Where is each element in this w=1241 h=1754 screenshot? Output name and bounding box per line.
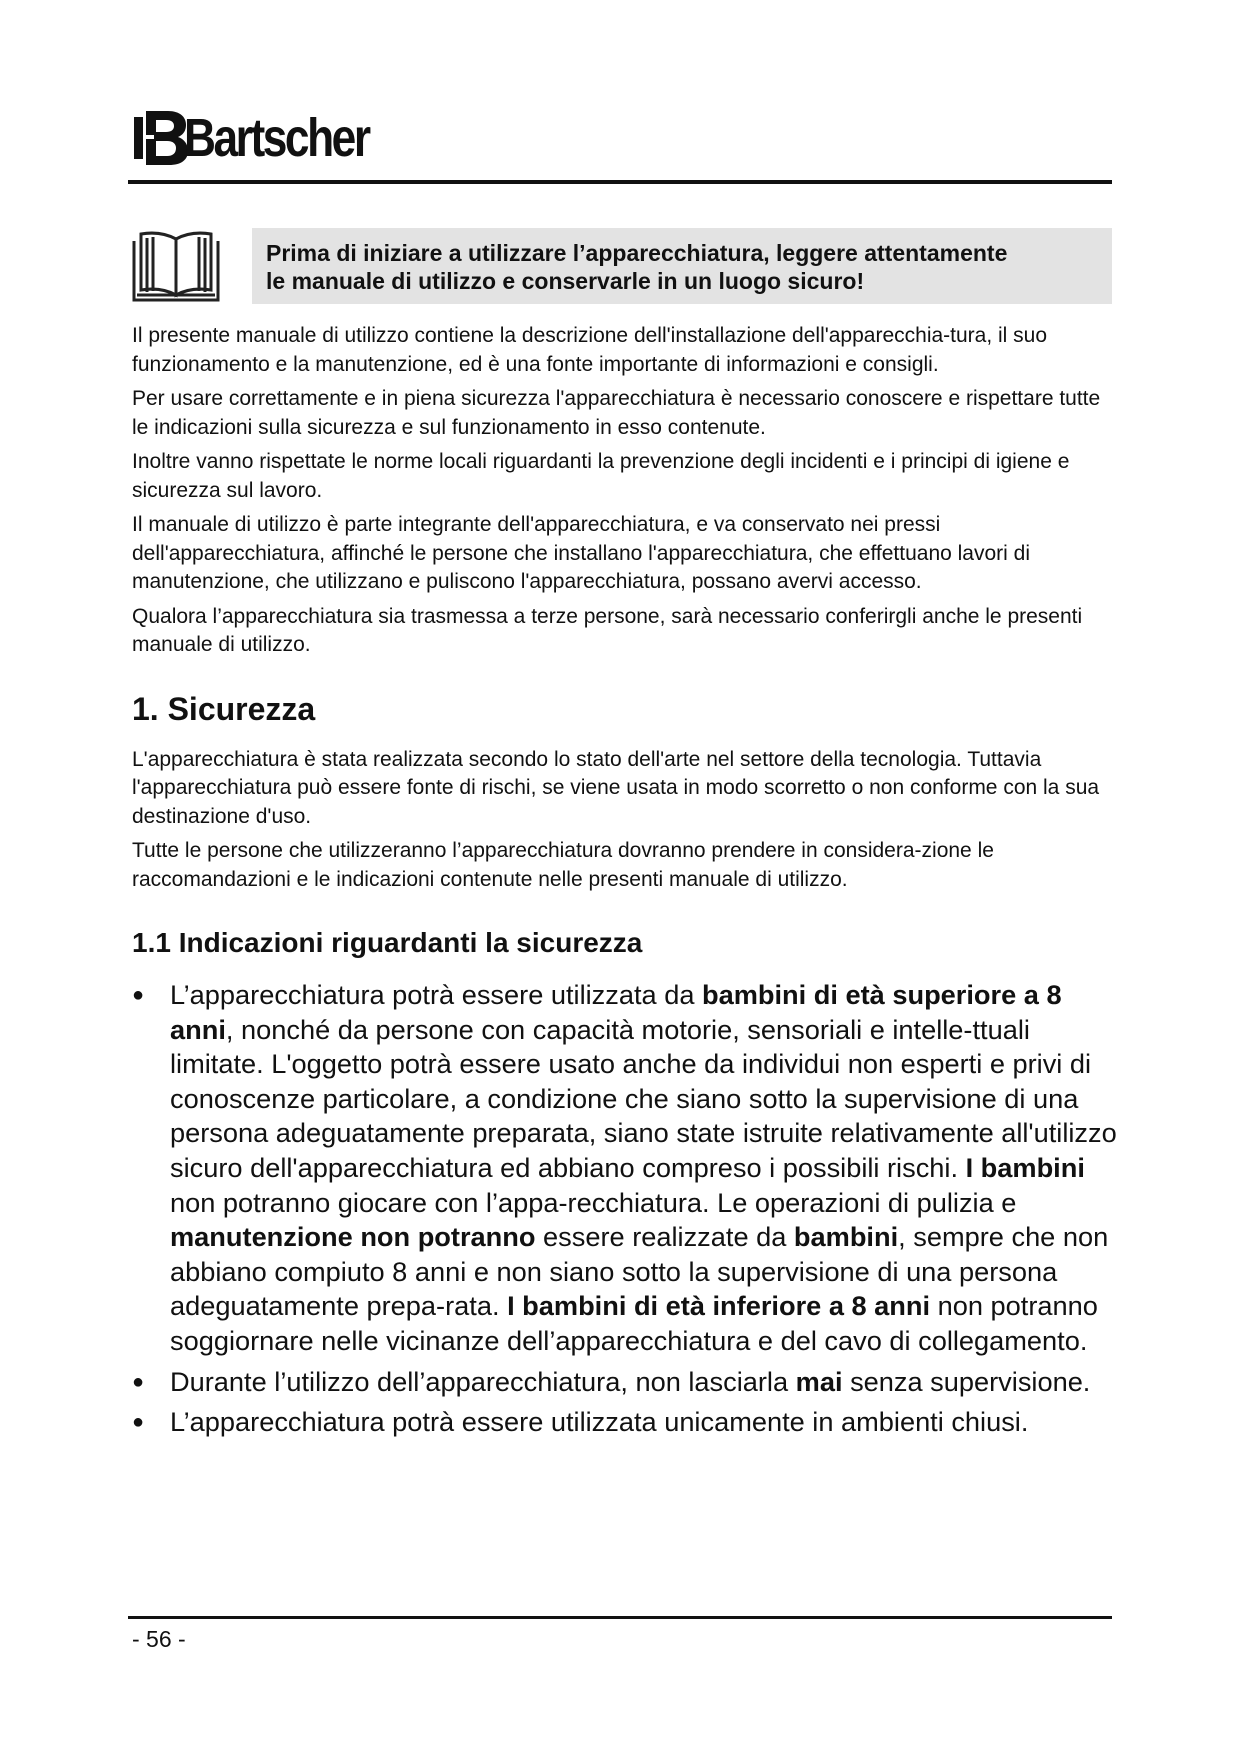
intro-paragraph-4: Il manuale di utilizzo è parte integrante dell'apparecchiatura, e va conservato nei pressi dell'apparecchiatura, affinché le persone che installano l'apparecchiatura, che effettuano lavori di manutenzione, che utilizzano e puliscono l'apparecchiatura, possano avervi accesso. xyxy=(132,513,1030,593)
bartscher-logo xyxy=(132,103,409,173)
list-item: ● L’apparecchiatura potrà essere utilizzata unicamente in ambienti chiusi. xyxy=(132,1405,1122,1440)
bullet-dot-icon: ● xyxy=(132,1411,145,1434)
bartscher-b-logo-icon xyxy=(132,107,190,169)
bullet-dot-icon: ● xyxy=(132,984,145,1006)
section-heading-indicazioni: 1.1 Indicazioni riguardanti la sicurezza xyxy=(132,927,643,958)
intro-paragraph-3: Inoltre vanno rispettate le norme locali riguardanti la prevenzione degli incidenti e i principi di igiene e sicurezza sul lavoro. xyxy=(132,450,1070,502)
section1-paragraph-2: Tutte le persone che utilizzeranno l’apparecchiatura dovranno prendere in considera-zione le raccomandazioni e le indicazioni contenute nelle presenti manuale di utilizzo. xyxy=(132,839,994,891)
safety-notice xyxy=(252,228,1112,304)
brand-name: Bartscher xyxy=(184,108,369,168)
intro-paragraph-2: Per usare correttamente e in piena sicurezza l'apparecchiatura è necessario conoscere e rispettare tutte le indicazioni sulla sicurezza e sul funzionamento in esso contenute. xyxy=(132,387,1101,439)
bullet-dot-icon: ● xyxy=(132,1370,145,1393)
intro-paragraph-1: Il presente manuale di utilizzo contiene la descrizione dell'installazione dell'apparecchia-tura, il suo funzionamento e la manutenzione, ed è una fonte importante di informazioni e consigli. xyxy=(132,324,1048,376)
notice-line-1: Prima di iniziare a utilizzare l’apparecchiatura, leggere attentamente xyxy=(266,240,1008,266)
notice-line-2: le manuale di utilizzo e conservarle in un luogo sicuro! xyxy=(266,268,865,294)
section1-paragraph-1: L'apparecchiatura è stata realizzata secondo lo stato dell'arte nel settore della tecnologia. Tuttavia l'apparecchiatura può essere fonte di rischi, se viene usata in modo scorretto o non conforme con la sua destinazione d'uso. xyxy=(132,747,1100,828)
header-rule xyxy=(128,180,1112,184)
main-content xyxy=(132,322,1122,1446)
page-number: - 56 - xyxy=(132,1626,186,1652)
list-item: ● Durante l’utilizzo dell’apparecchiatura, non lasciarla mai senza supervisione. xyxy=(132,1365,1122,1400)
safety-bullet-list xyxy=(132,978,1122,1440)
intro-paragraph-5: Qualora l’apparecchiatura sia trasmessa a terze persone, sarà necessario conferirgli anche le presenti manuale di utilizzo. xyxy=(132,604,1083,656)
section-heading-sicurezza: 1. Sicurezza xyxy=(132,690,316,727)
open-book-icon xyxy=(131,229,221,303)
footer-rule xyxy=(128,1616,1112,1619)
list-item: ● L’apparecchiatura potrà essere utilizzata da bambini di età superiore a 8 anni, nonché da persone con capacità motorie, sensoriali e intelle-ttuali limitate. L'oggetto potrà essere usato anche da individui non esperti e privi di conoscenze particolare, a condizione che siano sotto la supervisione di una persona adeguatamente preparata, siano state istruite relativamente all'utilizzo sicuro dell'apparecchiatura ed abbiano compreso i possibili rischi. I bambini non potranno giocare con l’appa-recchiatura. Le operazioni di pulizia e manutenzione non potranno essere realizzate da bambini, sempre che non abbiano compiuto 8 anni e non siano sotto la supervisione di una persona adeguatamente prepa-rata. I bambini di età inferiore a 8 anni non potranno soggiornare nelle vicinanze dell’apparecchiatura e del cavo di collegamento. xyxy=(132,979,1117,1356)
